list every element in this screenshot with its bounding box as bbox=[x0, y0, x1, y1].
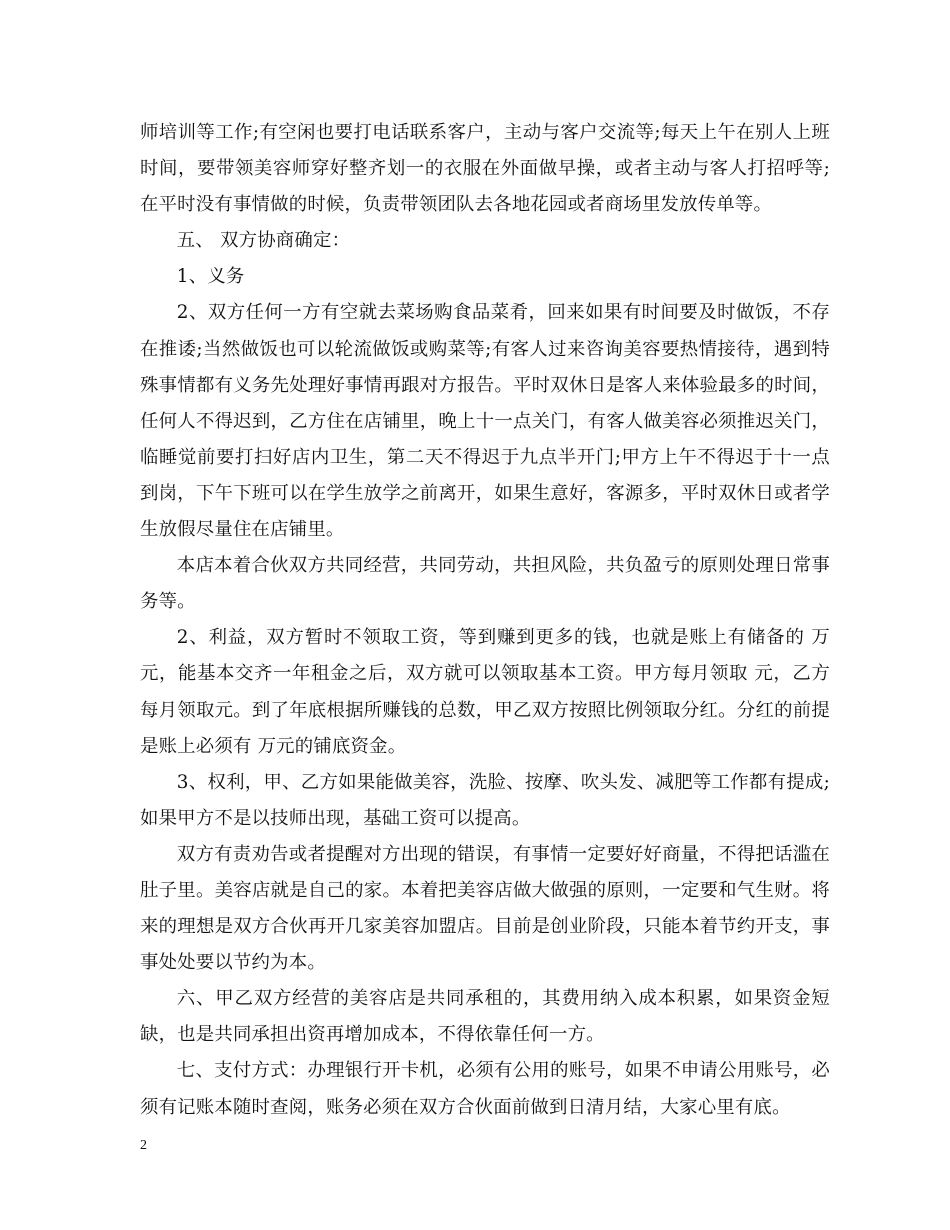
section-five-heading: 五、 双方协商确定： bbox=[176, 230, 351, 252]
document-body bbox=[140, 115, 830, 1126]
paragraph-benefits: 2、利益，双方暂时不领取工资，等到赚到更多的钱，也就是账上有储备的 万元，能基本交齐一年租金之后，双方就可以领取基本工资。甲方每月领取 元，乙方每月领取元。到了年底根据所赚钱的总数，甲乙双方按照比例领取分红。分红的前提是账上必须有 万元的铺底资金。 bbox=[140, 627, 830, 757]
obligations-heading: 1、义务 bbox=[176, 266, 245, 288]
page-number: 2 bbox=[140, 1138, 147, 1153]
section-seven-paragraph: 七、支付方式：办理银行开卡机，必须有公用的账号，如果不申请公用账号，必须有记账本随时查阅，账务必须在双方合伙面前做到日清月结，大家心里有底。 bbox=[140, 1060, 830, 1118]
section-six-paragraph: 六、甲乙双方经营的美容店是共同承租的，其费用纳入成本积累，如果资金短缺，也是共同承担出资再增加成本，不得依靠任何一方。 bbox=[140, 988, 830, 1046]
paragraph-rights: 3、权利，甲、乙方如果能做美容，洗脸、按摩、吹头发、减肥等工作都有提成;如果甲方不是以技师出现，基础工资可以提高。 bbox=[140, 771, 830, 829]
paragraph-operating-principle: 本店本着合伙双方共同经营，共同劳动，共担风险，共负盈亏的原则处理日常事务等。 bbox=[140, 555, 830, 613]
paragraph-obligations-detail: 2、双方任何一方有空就去菜场购食品菜肴，回来如果有时间要及时做饭，不存在推诿;当然做饭也可以轮流做饭或购菜等;有客人过来咨询美容要热情接待，遇到特殊事情都有义务先处理好事情再跟对方报告。平时双休日是客人来体验最多的时间，任何人不得迟到，乙方住在店铺里，晚上十一点关门，有客人做美容必须推迟关门，临睡觉前要打扫好店内卫生，第二天不得迟于九点半开门;甲方上午不得迟于十一点到岗，下午下班可以在学生放学之前离开，如果生意好，客源多，平时双休日或者学生放假尽量住在店铺里。 bbox=[140, 302, 830, 541]
paragraph-mutual-advice: 双方有责劝告或者提醒对方出现的错误，有事情一定要好好商量，不得把话滥在肚子里。美容店就是自己的家。本着把美容店做大做强的原则，一定要和气生财。将来的理想是双方合伙再开几家美容加盟店。目前是创业阶段，只能本着节约开支，事事处处要以节约为本。 bbox=[140, 843, 830, 974]
paragraph-continuation: 师培训等工作;有空闲也要打电话联系客户，主动与客户交流等;每天上午在别人上班时间，要带领美容师穿好整齐划一的衣服在外面做早操，或者主动与客人打招呼等;在平时没有事情做的时候，负责带领团队去各地花园或者商场里发放传单等。 bbox=[140, 122, 830, 216]
